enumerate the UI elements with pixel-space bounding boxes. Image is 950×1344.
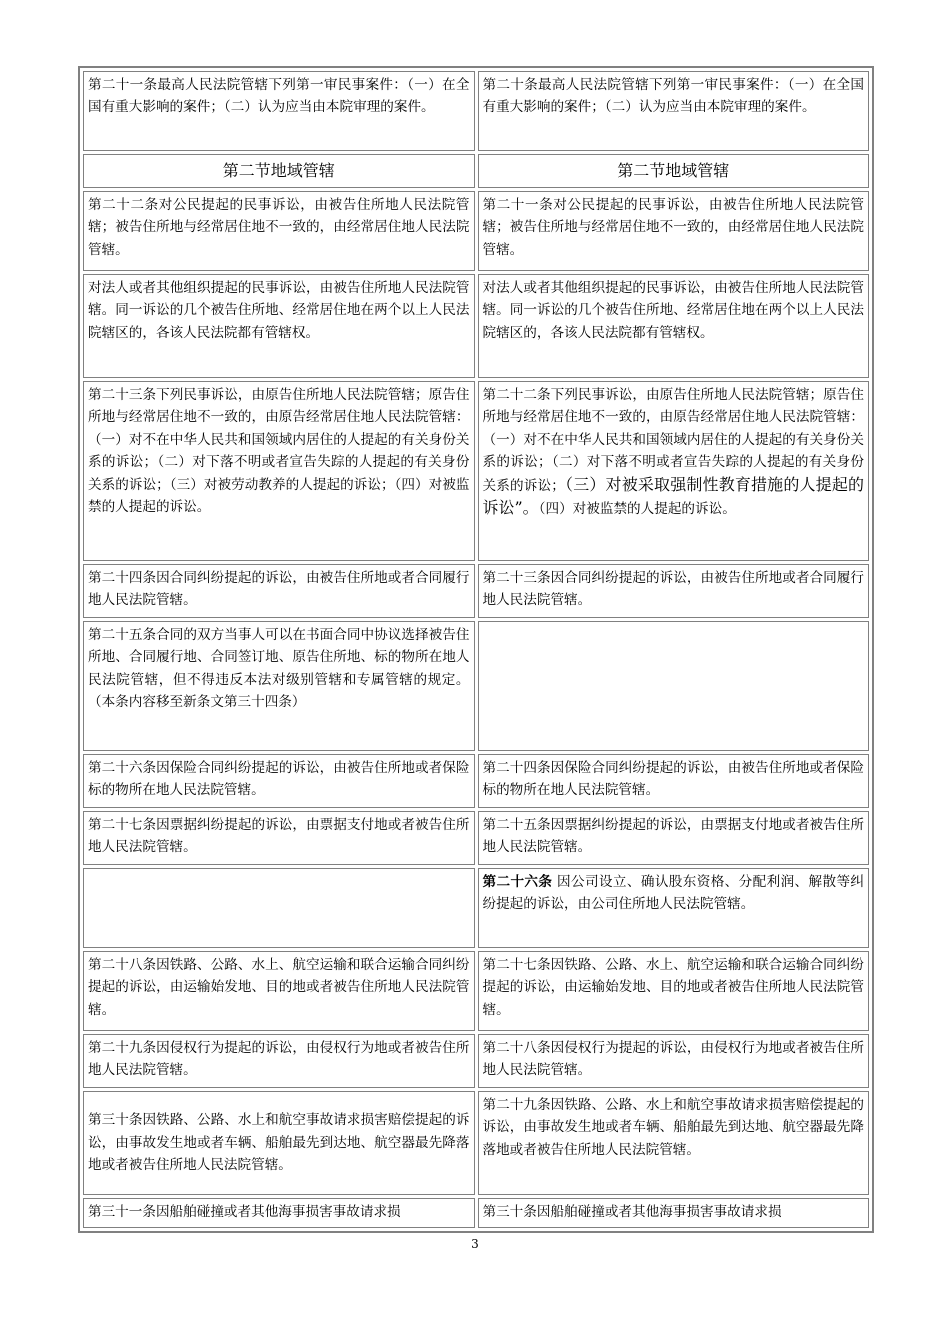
- table-row: [83, 621, 869, 751]
- old-article-cell: 第二十三条下列民事诉讼，由原告住所地人民法院管辖；原告住所地与经常居住地不一致的，由原告经常居住地人民法院管辖：（一）对不在中华人民共和国领域内居住的人提起的有关身份关系的诉讼；（二）对下落不明或者宣告失踪的人提起的有关身份关系的诉讼；（三）对被劳动教养的人提起的诉讼；（四）对被监禁的人提起的诉讼。: [83, 381, 475, 561]
- old-article-cell: 第二十五条合同的双方当事人可以在书面合同中协议选择被告住所地、合同履行地、合同签订地、原告住所地、标的物所在地人民法院管辖，但不得违反本法对级别管辖和专属管辖的规定。（本条内容移至新条文第三十四条）: [83, 621, 475, 751]
- old-article-cell: 第二十一条最高人民法院管辖下列第一审民事案件：（一）在全国有重大影响的案件；（二）认为应当由本院审理的案件。: [83, 71, 475, 151]
- old-article-cell: 第二十二条对公民提起的民事诉讼，由被告住所地人民法院管辖；被告住所地与经常居住地不一致的，由经常居住地人民法院管辖。: [83, 191, 475, 271]
- new-article-cell: 第二十一条对公民提起的民事诉讼，由被告住所地人民法院管辖；被告住所地与经常居住地不一致的，由经常居住地人民法院管辖。: [478, 191, 870, 271]
- table-row: [83, 274, 869, 378]
- new-article-cell-empty: [478, 621, 870, 751]
- table-row: [83, 811, 869, 865]
- table-row: [83, 754, 869, 808]
- new-article-cell: 对法人或者其他组织提起的民事诉讼，由被告住所地人民法院管辖。同一诉讼的几个被告住所地、经常居住地在两个以上人民法院辖区的，各该人民法院都有管辖权。: [478, 274, 870, 378]
- amended-text-tail: （四）对被监禁的人提起的诉讼。: [538, 501, 736, 518]
- table-row: [83, 1198, 869, 1228]
- new-article-cell: 第二十三条因合同纠纷提起的诉讼，由被告住所地或者合同履行地人民法院管辖。: [478, 564, 870, 618]
- new-article-number: 第二十六条: [482, 874, 553, 890]
- old-article-cell: 第三十一条因船舶碰撞或者其他海事损害事故请求损: [83, 1198, 475, 1228]
- new-article-cell: 第二十五条因票据纠纷提起的诉讼，由票据支付地或者被告住所地人民法院管辖。: [478, 811, 870, 865]
- old-article-cell-empty: [83, 868, 475, 948]
- new-article-cell: 第二十条最高人民法院管辖下列第一审民事案件：（一）在全国有重大影响的案件；（二）认为应当由本院审理的案件。: [478, 71, 870, 151]
- new-article-cell: 第三十条因船舶碰撞或者其他海事损害事故请求损: [478, 1198, 870, 1228]
- comparison-table: [78, 66, 874, 1233]
- new-article-cell: [478, 868, 870, 948]
- table-row: [83, 381, 869, 561]
- table-row: [83, 868, 869, 948]
- old-article-cell: 第三十条因铁路、公路、水上和航空事故请求损害赔偿提起的诉讼，由事故发生地或者车辆、船舶最先到达地、航空器最先降落地或者被告住所地人民法院管辖。: [83, 1091, 475, 1195]
- old-article-cell: 对法人或者其他组织提起的民事诉讼，由被告住所地人民法院管辖。同一诉讼的几个被告住所地、经常居住地在两个以上人民法院辖区的，各该人民法院都有管辖权。: [83, 274, 475, 378]
- new-article-cell: 第二十九条因铁路、公路、水上和航空事故请求损害赔偿提起的诉讼，由事故发生地或者车辆、船舶最先到达地、航空器最先降落地或者被告住所地人民法院管辖。: [478, 1091, 870, 1195]
- table-row: [83, 564, 869, 618]
- new-article-text: 因公司设立、确认股东资格、分配利润、解散等纠纷提起的诉讼，由公司住所地人民法院管辖。: [482, 874, 865, 913]
- new-article-cell: 第二十七条因铁路、公路、水上、航空运输和联合运输合同纠纷提起的诉讼，由运输始发地、目的地或者被告住所地人民法院管辖。: [478, 951, 870, 1031]
- old-article-cell: 第二十六条因保险合同纠纷提起的诉讼，由被告住所地或者保险标的物所在地人民法院管辖。: [83, 754, 475, 808]
- section-heading-row: [83, 154, 869, 188]
- old-article-cell: 第二十七条因票据纠纷提起的诉讼，由票据支付地或者被告住所地人民法院管辖。: [83, 811, 475, 865]
- new-article-cell: [478, 381, 870, 561]
- old-section-heading: 第二节地域管辖: [83, 154, 475, 188]
- table-row: [83, 1091, 869, 1195]
- table-row: [83, 1034, 869, 1088]
- new-article-cell: 第二十四条因保险合同纠纷提起的诉讼，由被告住所地或者保险标的物所在地人民法院管辖。: [478, 754, 870, 808]
- old-article-cell: 第二十八条因铁路、公路、水上、航空运输和联合运输合同纠纷提起的诉讼，由运输始发地、目的地或者被告住所地人民法院管辖。: [83, 951, 475, 1031]
- table-row: [83, 71, 869, 151]
- table-row: [83, 191, 869, 271]
- table-row: [83, 951, 869, 1031]
- old-article-cell: 第二十四条因合同纠纷提起的诉讼，由被告住所地或者合同履行地人民法院管辖。: [83, 564, 475, 618]
- amended-clause-text: （三）对被采取强制性教育措施的人提起的诉讼”。: [482, 474, 864, 518]
- old-article-cell: 第二十九条因侵权行为提起的诉讼，由侵权行为地或者被告住所地人民法院管辖。: [83, 1034, 475, 1088]
- new-section-heading: 第二节地域管辖: [478, 154, 870, 188]
- amended-text: 第二十二条下列民事诉讼，由原告住所地人民法院管辖；原告住所地与经常居住地不一致的，由原告经常居住地人民法院管辖：（一）对不在中华人民共和国领域内居住的人提起的有关身份关系的诉讼；（二）对下落不明或者宣告失踪的人提起的有关身份关系的诉讼；: [482, 387, 864, 494]
- page-number: 3: [471, 1237, 479, 1251]
- new-article-cell: 第二十八条因侵权行为提起的诉讼，由侵权行为地或者被告住所地人民法院管辖。: [478, 1034, 870, 1088]
